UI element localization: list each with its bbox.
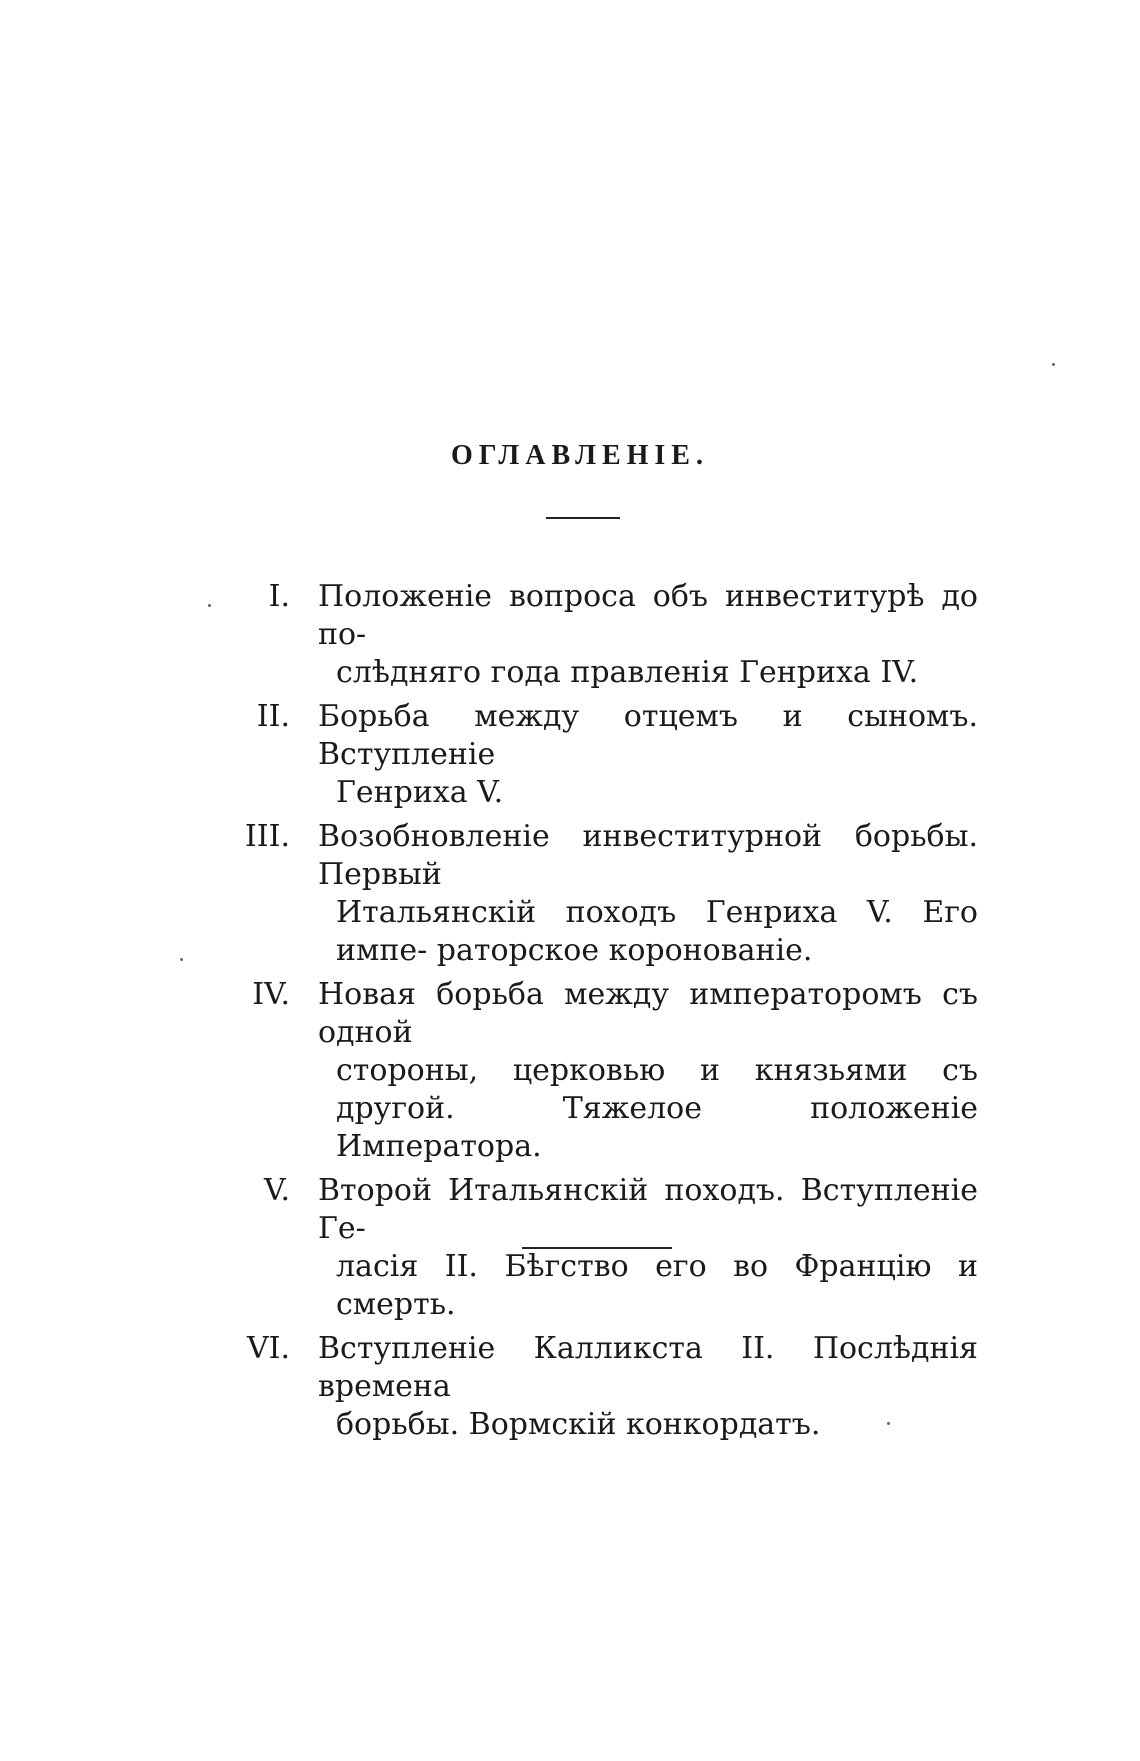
- chapter-title-line: Борьба между отцемъ и сыномъ. Вступленіе: [318, 699, 978, 772]
- chapter-number: II.: [256, 699, 290, 734]
- page-title: ОГЛАВЛЕНІЕ.: [451, 440, 709, 471]
- chapter-title: [318, 698, 978, 812]
- chapter-title: [318, 818, 978, 970]
- chapter-title-line: Положеніе вопроса объ инвеститурѣ до по-: [318, 579, 978, 652]
- scan-speck: [887, 1422, 890, 1425]
- chapter-title: [318, 578, 978, 692]
- scan-speck: [208, 604, 211, 607]
- toc-entry: [200, 698, 980, 812]
- chapter-title-continuation: Итальянскій походъ Генриха V. Его импе- раторское коронованіе.: [336, 895, 978, 968]
- chapter-number: IV.: [252, 977, 290, 1012]
- chapter-title: [318, 976, 978, 1166]
- chapter-number: VI.: [246, 1331, 290, 1366]
- chapter-title-continuation: Генриха V.: [336, 775, 504, 810]
- chapter-number: V.: [264, 1173, 290, 1208]
- chapter-title-line: Возобновленіе инвеститурной борьбы. Первый: [318, 819, 978, 892]
- chapter-number: III.: [244, 819, 290, 854]
- chapter-title-continuation: борьбы. Вормскій конкордатъ.: [336, 1407, 821, 1442]
- scan-speck: [180, 958, 183, 961]
- chapter-title-line: Новая борьба между императоромъ съ одной: [318, 977, 978, 1050]
- toc-entry: [200, 578, 980, 692]
- table-of-contents: [200, 578, 980, 1450]
- toc-entry: [200, 818, 980, 970]
- chapter-title-line: Второй Итальянскій походъ. Вступленіе Ге-: [318, 1173, 978, 1246]
- title-divider: [546, 517, 620, 519]
- chapter-number: I.: [268, 579, 290, 614]
- toc-entry: [200, 1330, 980, 1444]
- chapter-title-continuation: ласія II. Бѣгство его во Францію и смерть.: [336, 1249, 978, 1322]
- end-divider: [522, 1247, 672, 1249]
- chapter-title-continuation: слѣдняго года правленія Генриха IV.: [336, 655, 919, 690]
- chapter-title-continuation: стороны, церковью и князьями съ другой. Тяжелое положеніе Императора.: [336, 1053, 978, 1164]
- toc-entry: [200, 976, 980, 1166]
- chapter-title-line: Вступленіе Калликста II. Послѣднія времена: [318, 1331, 978, 1404]
- chapter-title: [318, 1330, 978, 1444]
- scan-speck: [1052, 363, 1055, 366]
